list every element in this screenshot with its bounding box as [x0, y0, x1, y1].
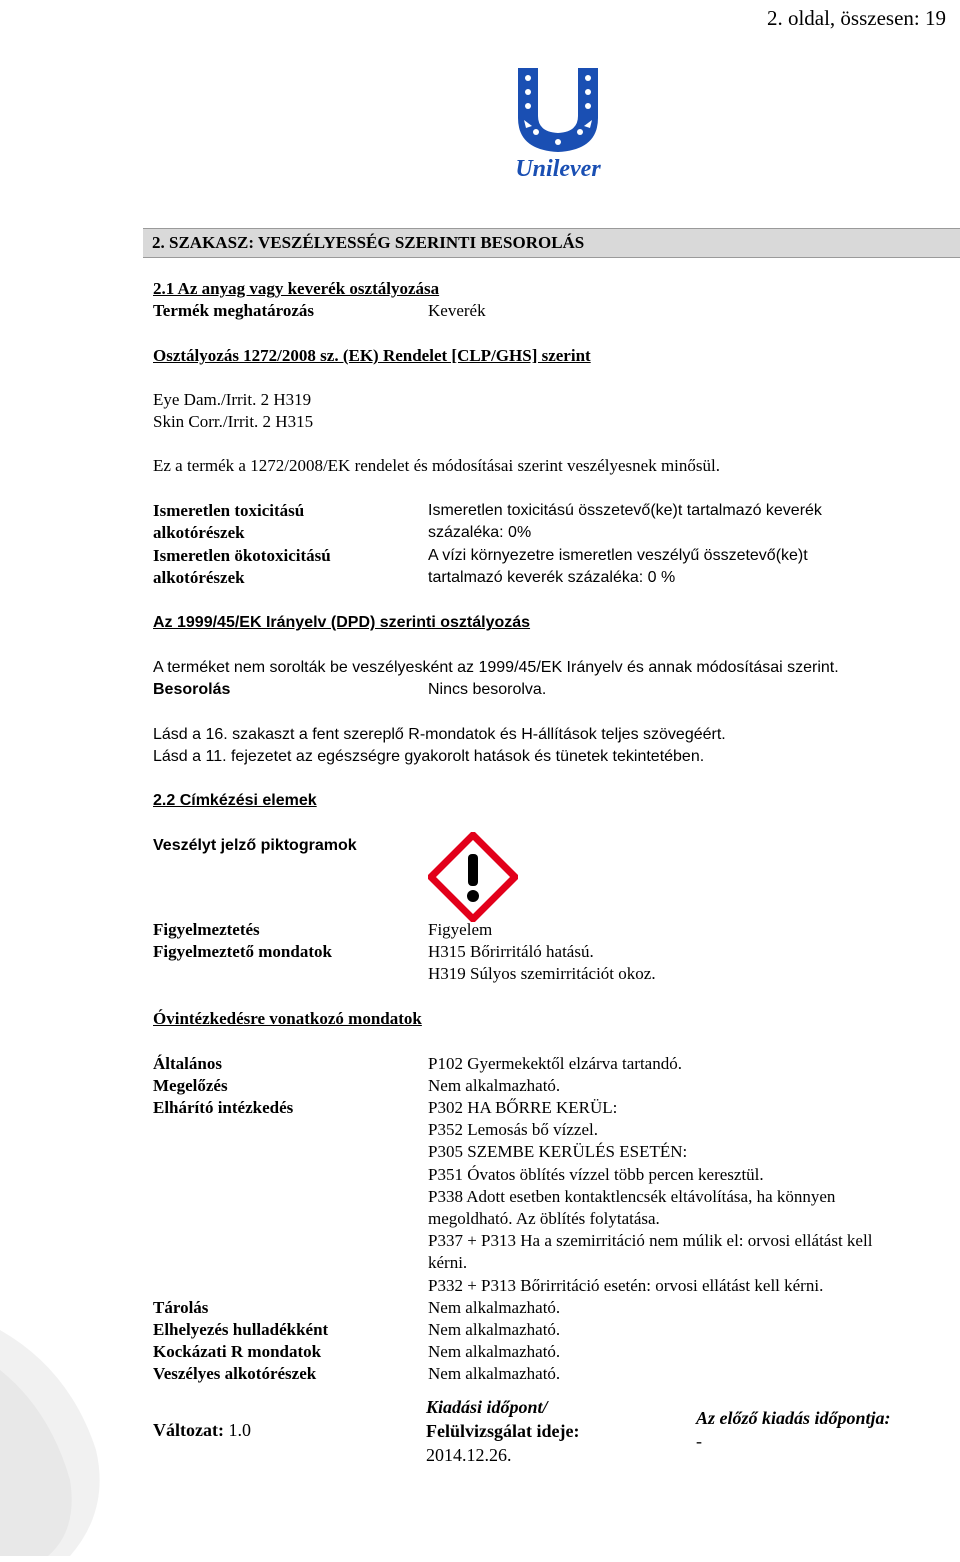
hazardous-components-value: Nem alkalmazható. — [428, 1364, 561, 1383]
precaution-value: P332 + P313 Bőrirritáció esetén: orvosi ellátást kell kérni. — [428, 1276, 824, 1295]
precaution-value: Nem alkalmazható. — [428, 1076, 561, 1095]
precaution-label: Elhárító intézkedés — [153, 1098, 294, 1117]
tox-value: százaléka: 0% — [428, 524, 532, 541]
precaution-value: kérni. — [428, 1253, 468, 1272]
ecotox-value: tartalmazó keverék százaléka: 0 % — [428, 569, 676, 586]
storage-label: Tárolás — [153, 1298, 209, 1317]
heading-2-1: 2.1 Az anyag vagy keverék osztályozása — [153, 279, 440, 298]
issue-date-value: 2014.12.26. — [426, 1445, 512, 1465]
section-title-bar — [143, 228, 960, 258]
issue-date-label: Felülvizsgálat ideje: — [426, 1421, 580, 1441]
precaution-value: P102 Gyermekektől elzárva tartandó. — [428, 1054, 682, 1073]
dpd-text: A terméket nem sorolták be veszélyesként az 1999/45/EK Irányelv és annak módosításai szerint. — [153, 659, 839, 676]
precaution-value: P302 HA BŐRRE KERÜL: — [428, 1098, 618, 1117]
hazard-statement-item: H319 Súlyos szemirritációt okoz. — [428, 964, 656, 983]
disposal-label: Elhelyezés hulladékként — [153, 1320, 329, 1339]
tox-label: Ismeretlen toxicitású — [153, 501, 305, 520]
classification-heading: Osztályozás 1272/2008 sz. (EK) Rendelet [CLP/GHS] szerint — [153, 346, 591, 365]
version-row — [153, 1419, 251, 1441]
signal-word-label: Figyelmeztetés — [153, 920, 260, 939]
heading-2-2: 2.2 Címkézési elemek — [153, 792, 317, 809]
previous-issue-label: Az előző kiadás időpontja: — [696, 1408, 891, 1428]
precaution-value: P305 SZEMBE KERÜLÉS ESETÉN: — [428, 1142, 688, 1161]
hazard-statement: Ez a termék a 1272/2008/EK rendelet és módosításai szerint veszélyesnek minősül. — [153, 456, 720, 475]
unilever-logo — [500, 62, 616, 180]
precaution-value: P352 Lemosás bő vízzel. — [428, 1120, 598, 1139]
hazard-statement-item: H315 Bőrirritáló hatású. — [428, 942, 594, 961]
section-title: 2. SZAKASZ: VESZÉLYESSÉG SZERINTI BESOROLÁS — [152, 233, 585, 252]
signal-word-value: Figyelem — [428, 920, 493, 939]
version-label: Változat: — [153, 1420, 224, 1440]
previous-issue-value: - — [696, 1431, 702, 1451]
dpd-see-note: Lásd a 11. fejezetet az egészségre gyakorolt hatások és tünetek tekintetében. — [153, 748, 705, 765]
hazardous-components-label: Veszélyes alkotórészek — [153, 1364, 317, 1383]
version-value: 1.0 — [228, 1420, 251, 1440]
precaution-heading: Óvintézkedésre vonatkozó mondatok — [153, 1009, 422, 1028]
precaution-label: Általános — [153, 1054, 222, 1073]
ecotox-label: Ismeretlen ökotoxicitású — [153, 546, 331, 565]
ghs-exclamation-mark-icon — [428, 832, 518, 922]
pictogram-heading: Veszélyt jelző piktogramok — [153, 837, 357, 854]
tox-label: alkotórészek — [153, 523, 245, 542]
precaution-value: megoldható. Az öblítés folytatása. — [428, 1209, 660, 1228]
decorative-corner-graphic — [0, 1330, 110, 1556]
tox-value: Ismeretlen toxicitású összetevő(ke)t tartalmazó keverék — [428, 502, 822, 519]
issue-date-label: Kiadási időpont/ — [426, 1397, 548, 1417]
risk-phrases-value: Nem alkalmazható. — [428, 1342, 561, 1361]
class-line: Eye Dam./Irrit. 2 H319 — [153, 390, 312, 409]
precaution-value: P337 + P313 Ha a szemirritáció nem múlik el: orvosi ellátást kell — [428, 1231, 873, 1250]
dpd-heading: Az 1999/45/EK Irányelv (DPD) szerinti osztályozás — [153, 614, 531, 631]
logo-wordmark: Unilever — [515, 156, 601, 180]
dpd-value: Nincs besorolva. — [428, 681, 547, 698]
risk-phrases-label: Kockázati R mondatok — [153, 1342, 322, 1361]
product-value: Keverék — [428, 301, 486, 320]
dpd-label: Besorolás — [153, 681, 231, 698]
page-number: 2. oldal, összesen: 19 — [766, 6, 946, 30]
hazard-statements-label: Figyelmeztető mondatok — [153, 942, 332, 961]
disposal-value: Nem alkalmazható. — [428, 1320, 561, 1339]
ecotox-label: alkotórészek — [153, 568, 245, 587]
storage-value: Nem alkalmazható. — [428, 1298, 561, 1317]
precaution-value: P338 Adott esetben kontaktlencsék eltávolítása, ha könnyen — [428, 1187, 836, 1206]
dpd-see-note: Lásd a 16. szakaszt a fent szereplő R-mondatok és H-állítások teljes szövegéért. — [153, 726, 726, 743]
class-line: Skin Corr./Irrit. 2 H315 — [153, 412, 314, 431]
precaution-value: P351 Óvatos öblítés vízzel több percen keresztül. — [428, 1165, 764, 1184]
product-label: Termék meghatározás — [153, 301, 315, 320]
precaution-label: Megelőzés — [153, 1076, 228, 1095]
ecotox-value: A vízi környezetre ismeretlen veszélyű összetevő(ke)t — [428, 547, 808, 564]
